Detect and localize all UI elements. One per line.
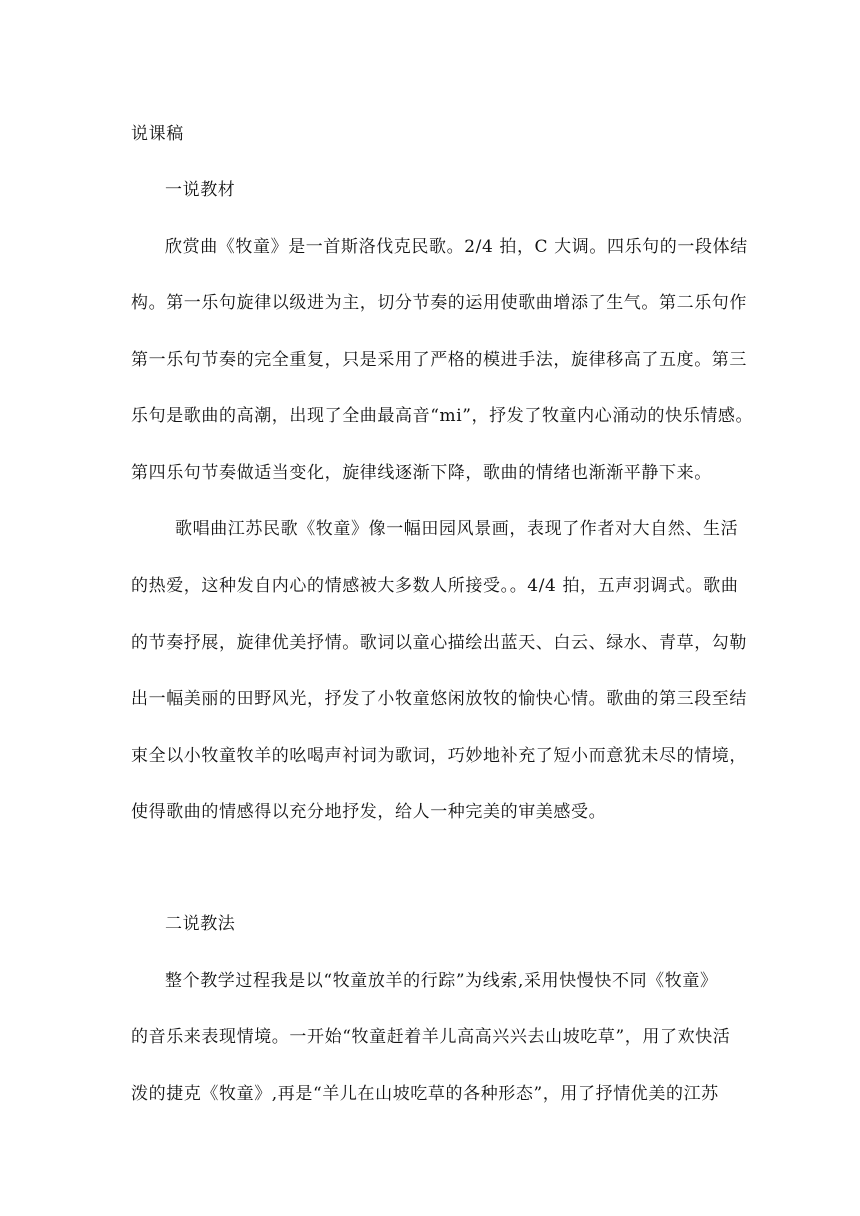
paragraph-line: 束全以小牧童牧羊的吆喝声衬词为歌词，巧妙地补充了短小而意犹未尽的情境， — [131, 746, 747, 766]
paragraph-line: 歌唱曲江苏民歌《牧童》像一幅田园风景画，表现了作者对大自然、生活 — [175, 519, 739, 539]
paragraph-line: 第四乐句节奏做适当变化，旋律线逐渐下降，歌曲的情绪也渐渐平静下来。 — [131, 463, 712, 483]
paragraph-line: 整个教学过程我是以“牧童放羊的行踪”为线索,采用快慢快不同《牧童》 — [165, 971, 718, 991]
paragraph-line: 泼的捷克《牧童》,再是“羊儿在山坡吃草的各种形态”，用了抒情优美的江苏 — [131, 1084, 719, 1104]
paragraph-line: 出一幅美丽的田野风光，抒发了小牧童悠闲放牧的愉快心情。歌曲的第三段至结 — [131, 689, 747, 709]
paragraph-line: 的音乐来表现情境。一开始“牧童赶着羊儿高高兴兴去山坡吃草”，用了欢快活 — [131, 1027, 731, 1047]
paragraph-line: 第一乐句节奏的完全重复，只是采用了严格的模进手法，旋律移高了五度。第三 — [131, 350, 747, 370]
paragraph-line: 构。第一乐句旋律以级进为主，切分节奏的运用使歌曲增添了生气。第二乐句作 — [131, 293, 747, 313]
paragraph-line: 欣赏曲《牧童》是一首斯洛伐克民歌。2/4 拍，C 大调。四乐句的一段体结 — [165, 237, 748, 257]
paragraph-line: 使得歌曲的情感得以充分地抒发，给人一种完美的审美感受。 — [131, 802, 607, 822]
section-heading-teaching-method: 二说教法 — [165, 914, 236, 934]
paragraph-line: 乐句是歌曲的高潮，出现了全曲最高音“mi”，抒发了牧童内心涌动的快乐情感。 — [131, 406, 754, 426]
paragraph-line: 的节奏抒展，旋律优美抒情。歌词以童心描绘出蓝天、白云、绿水、青草，勾勒 — [131, 633, 747, 653]
paragraph-line: 的热爱，这种发自内心的情感被大多数人所接受。。4/4 拍，五声羽调式。歌曲 — [131, 576, 739, 596]
document-title: 说课稿 — [131, 124, 184, 144]
section-heading-teaching-material: 一说教材 — [165, 180, 236, 200]
